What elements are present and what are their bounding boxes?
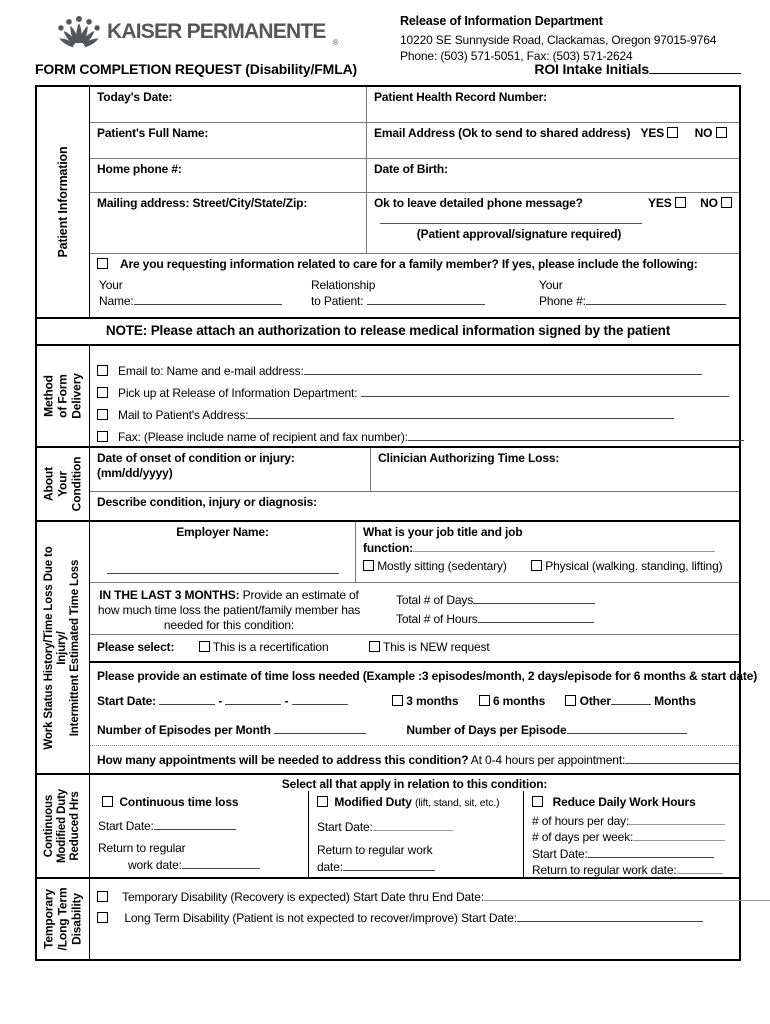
episodes-per-month-field[interactable] xyxy=(274,722,366,734)
days-per-episode-label: Number of Days per Episode xyxy=(406,723,567,737)
department-name: Release of Information Department xyxy=(400,14,603,28)
form-title: FORM COMPLETION REQUEST (Disability/FMLA) xyxy=(35,61,358,77)
3-months-label: 3 months xyxy=(406,694,459,708)
delivery-pickup-label: Pick up at Release of Information Department: xyxy=(118,386,361,400)
start-date-day-field[interactable] xyxy=(225,693,281,705)
appointments-question: How many appointments will be needed to address this condition? xyxy=(97,753,469,767)
c2-return-label-1: Return to regular work xyxy=(317,843,433,858)
last-3-months-bold: IN THE LAST 3 MONTHS: xyxy=(99,588,240,602)
your-name-label-1: Your xyxy=(99,278,123,292)
reduce-hours-label: Reduce Daily Work Hours xyxy=(552,795,696,809)
total-days-field[interactable] xyxy=(473,592,595,604)
continuous-time-loss-checkbox[interactable] xyxy=(102,796,113,807)
total-days-label: Total # of Days xyxy=(396,593,474,607)
reduce-hours-checkbox[interactable] xyxy=(532,796,543,807)
new-request-checkbox[interactable] xyxy=(369,641,380,652)
6-months-checkbox[interactable] xyxy=(479,695,490,706)
new-request-label: This is NEW request xyxy=(383,640,490,654)
recertification-label: This is a recertification xyxy=(212,640,329,654)
phone-message-yes-label: YES xyxy=(647,196,672,210)
days-per-episode-field[interactable] xyxy=(567,722,687,734)
delivery-email-label: Email to: Name and e-mail address: xyxy=(118,364,304,378)
delivery-mail-field[interactable] xyxy=(248,407,674,419)
section-continuous-modified xyxy=(37,773,739,877)
c3-hours-label: # of hours per day: xyxy=(532,813,630,828)
c2-start-date-field[interactable] xyxy=(373,819,453,831)
family-member-checkbox[interactable] xyxy=(97,258,108,269)
phone-message-yes-checkbox[interactable] xyxy=(675,197,686,208)
delivery-pickup-field[interactable] xyxy=(361,385,729,397)
family-member-question: Are you requesting information related to care for a family member? If yes, please include the following: xyxy=(119,257,698,271)
delivery-email-field[interactable] xyxy=(304,363,702,375)
temporary-disability-field[interactable] xyxy=(484,889,770,901)
c2-start-date-label: Start Date: xyxy=(317,819,373,834)
last-3-months-rest: Provide an estimate of how much time loss the patient/family member has needed for this condition: xyxy=(97,588,361,632)
email-address-label: Email Address (Ok to send to shared address) xyxy=(374,126,631,140)
total-hours-label: Total # of Hours xyxy=(396,612,478,626)
approval-signature-caption: (Patient approval/signature required) xyxy=(416,227,622,241)
section-label: Temporary /Long Term Disability xyxy=(41,887,83,951)
delivery-fax-label: Fax: (Please include name of recipient and fax number): xyxy=(118,430,408,444)
continuous-label-cell xyxy=(37,775,90,877)
long-term-disability-label: Long Term Disability (Patient is not expected to recover/improve) Start Date: xyxy=(124,911,517,925)
section-label: Work Status History/Time Loss Due to Injury/ Intermittent Estimated Time Loss xyxy=(43,545,82,750)
temporary-disability-checkbox[interactable] xyxy=(97,891,108,902)
your-phone-field[interactable] xyxy=(586,293,726,305)
employer-name-label: Employer Name: xyxy=(176,525,269,539)
c2-return-date-field[interactable] xyxy=(343,859,435,871)
section-label: Patient Information xyxy=(55,146,70,258)
section-label: Continuous Modified Duty Reduced Hrs xyxy=(43,788,82,864)
your-phone-label-2: Phone #: xyxy=(539,294,586,308)
roi-intake-label: ROI Intake Initials xyxy=(534,61,649,77)
clinician-label: Clinician Authorizing Time Loss: xyxy=(378,451,560,465)
c1-return-date-field[interactable] xyxy=(182,857,260,869)
delivery-email-checkbox[interactable] xyxy=(97,365,108,376)
email-no-label: NO xyxy=(694,126,713,140)
section-label: Method of Form Delivery xyxy=(41,373,83,419)
modified-duty-sub: (lift, stand, sit, etc.) xyxy=(414,797,500,809)
c3-start-label: Start Date: xyxy=(532,846,588,861)
other-months-checkbox[interactable] xyxy=(565,695,576,706)
authorization-note: NOTE: Please attach an authorization to release medical information signed by the patient xyxy=(37,317,739,344)
patient-full-name-label: Patient's Full Name: xyxy=(90,123,367,158)
employer-name-field[interactable] xyxy=(107,562,339,574)
appointments-field[interactable] xyxy=(625,752,741,764)
your-name-field[interactable] xyxy=(134,293,282,305)
start-date-year-field[interactable] xyxy=(292,693,348,705)
start-date-month-field[interactable] xyxy=(159,693,215,705)
c3-hours-field[interactable] xyxy=(629,813,725,825)
date-dash-1: - xyxy=(218,694,223,708)
modified-duty-label: Modified Duty xyxy=(334,795,412,809)
delivery-mail-checkbox[interactable] xyxy=(97,409,108,420)
roi-intake xyxy=(534,61,741,77)
describe-condition-label: Describe condition, injury or diagnosis: xyxy=(97,495,318,509)
job-title-label-1: What is your job title and job xyxy=(363,525,523,539)
phone-message-label: Ok to leave detailed phone message? xyxy=(374,196,583,210)
department-block xyxy=(400,13,716,64)
email-yes-label: YES xyxy=(640,126,665,140)
email-no-checkbox[interactable] xyxy=(716,127,727,138)
phone-message-no-label: NO xyxy=(700,196,718,210)
job-title-label-2: function: xyxy=(363,541,413,555)
delivery-fax-checkbox[interactable] xyxy=(97,431,108,442)
registered-mark: ® xyxy=(332,38,339,47)
c1-return-label-1: Return to regular xyxy=(98,841,186,856)
delivery-fax-field[interactable] xyxy=(408,429,744,441)
mostly-sitting-label: Mostly sitting (sedentary) xyxy=(377,559,507,573)
section-method-of-delivery xyxy=(37,344,739,446)
continuous-time-loss-label: Continuous time loss xyxy=(119,795,239,809)
3-months-checkbox[interactable] xyxy=(392,695,403,706)
physical-checkbox[interactable] xyxy=(531,560,542,571)
department-address: 10220 SE Sunnyside Road, Clackamas, Oregon 97015-9764 xyxy=(400,33,717,48)
temporary-disability-label: Temporary Disability (Recovery is expected) Start Date thru End Date: xyxy=(122,890,484,904)
c3-return-label: Return to regular work date: xyxy=(532,863,677,878)
c1-start-date-label: Start Date: xyxy=(98,818,154,833)
approval-signature-field[interactable] xyxy=(380,211,642,224)
onset-date-label: Date of onset of condition or injury: (mm/dd/yyyy) xyxy=(90,448,371,491)
long-term-disability-field[interactable] xyxy=(517,910,703,922)
relationship-field[interactable] xyxy=(367,293,485,305)
your-name-label-2: Name: xyxy=(99,294,134,308)
other-months-field[interactable] xyxy=(611,693,651,705)
mostly-sitting-checkbox[interactable] xyxy=(363,560,374,571)
patient-information-label-cell xyxy=(37,87,90,317)
job-function-field[interactable] xyxy=(413,540,715,552)
kaiser-logo xyxy=(58,14,338,50)
roi-initials-field[interactable] xyxy=(649,62,741,74)
physical-label: Physical (walking. standing, lifting) xyxy=(545,559,723,573)
modified-duty-checkbox[interactable] xyxy=(317,796,328,807)
total-hours-field[interactable] xyxy=(478,611,594,623)
c3-return-field[interactable] xyxy=(677,862,723,874)
months-label: Months xyxy=(654,694,696,708)
c3-start-field[interactable] xyxy=(588,846,714,858)
todays-date-label: Today's Date: xyxy=(90,87,367,122)
please-select-label: Please select: xyxy=(97,640,175,654)
kaiser-permanente-logo-icon xyxy=(58,14,100,50)
section-about-condition xyxy=(37,446,739,520)
phone-message-no-checkbox[interactable] xyxy=(721,197,732,208)
start-date-label: Start Date: xyxy=(97,694,157,708)
section-work-status xyxy=(37,520,758,773)
episodes-per-month-label: Number of Episodes per Month xyxy=(97,723,271,737)
estimate-instruction: Please provide an estimate of time loss needed (Example :3 episodes/month, 2 days/episode for 6 months & start date) xyxy=(97,669,758,683)
recertification-checkbox[interactable] xyxy=(199,641,210,652)
relationship-label-2: to Patient: xyxy=(311,294,364,308)
c2-return-label-2: date: xyxy=(317,859,343,874)
method-of-delivery-label-cell xyxy=(37,346,90,446)
section-disability xyxy=(37,877,739,959)
logo-text: KAISER PERMANENTE xyxy=(107,20,326,43)
other-label: Other xyxy=(579,694,611,708)
appointments-rest: At 0-4 hours per appointment: xyxy=(468,753,626,767)
6-months-label: 6 months xyxy=(492,694,546,708)
email-yes-checkbox[interactable] xyxy=(667,127,678,138)
c3-days-field[interactable] xyxy=(633,829,725,841)
health-record-number-label: Patient Health Record Number: xyxy=(374,90,548,104)
mailing-address-label: Mailing address: Street/City/State/Zip: xyxy=(90,193,367,253)
long-term-disability-checkbox[interactable] xyxy=(97,912,108,923)
date-of-birth-label: Date of Birth: xyxy=(374,162,448,176)
email-address-row xyxy=(367,123,739,158)
disability-label-cell xyxy=(37,879,90,959)
c3-days-label: # of days per week: xyxy=(532,830,634,845)
delivery-pickup-checkbox[interactable] xyxy=(97,387,108,398)
select-all-header: Select all that apply in relation to this condition: xyxy=(281,777,548,791)
department-phone: Phone: (503) 571-5051, Fax: (503) 571-2624 xyxy=(400,48,633,63)
c1-return-label-2: work date: xyxy=(128,857,182,872)
relationship-label-1: Relationship xyxy=(311,278,376,292)
your-phone-label-1: Your xyxy=(539,278,563,292)
c1-start-date-field[interactable] xyxy=(154,818,236,830)
section-patient-information xyxy=(37,87,739,317)
work-status-label-cell xyxy=(37,522,90,773)
section-label: About Your Condition xyxy=(41,456,83,512)
delivery-mail-label: Mail to Patient's Address: xyxy=(118,408,249,422)
home-phone-label: Home phone #: xyxy=(90,159,367,192)
about-condition-label-cell xyxy=(37,448,90,520)
form-table xyxy=(35,85,758,961)
date-dash-2: - xyxy=(284,694,289,708)
